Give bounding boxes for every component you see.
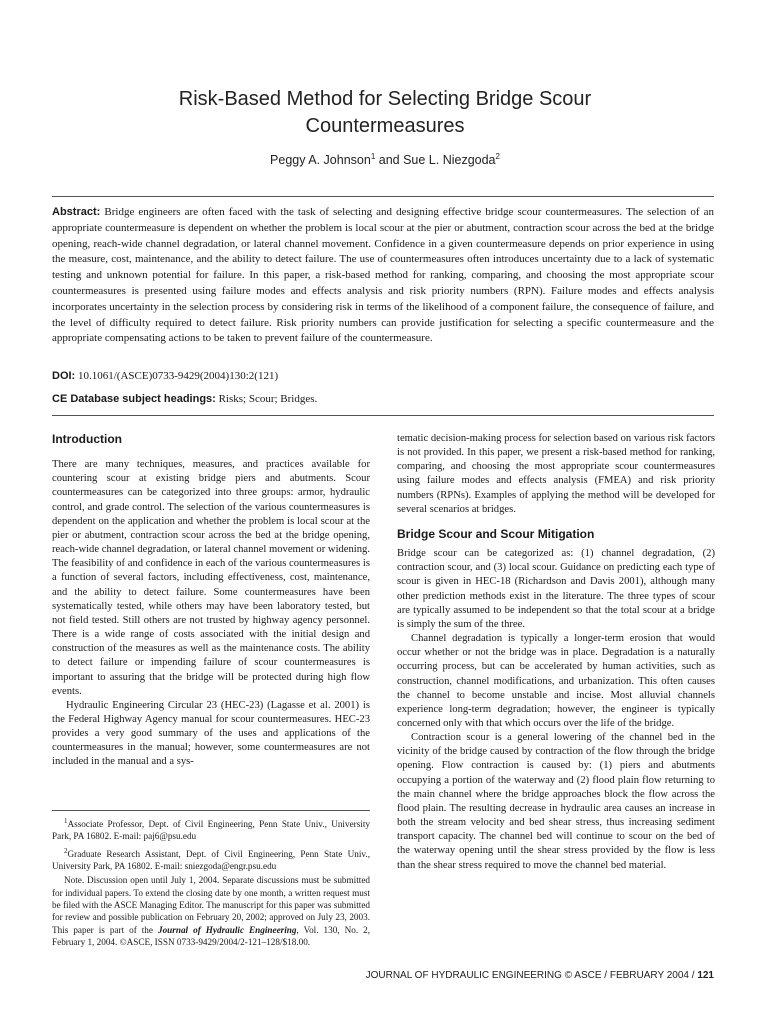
footnote-1 bbox=[52, 815, 370, 843]
author-list bbox=[60, 152, 710, 167]
page-footer bbox=[366, 970, 714, 981]
doi-label: DOI: bbox=[52, 370, 76, 382]
note-text-pre: Note. Discussion open until July 1, 2004. Separate discussions must be submitted for individual papers. To extend the closing date by one month, a written request must be filed with the ASCE Managing Editor. The manuscript for this paper was submitted for review and possible publication on February 20, 2002; approved on July 23, 2003. This paper is part of the bbox=[52, 875, 370, 935]
footnote-1-text: Associate Professor, Dept. of Civil Engineering, Penn State Univ., University Park, PA 16802. E-mail: paj6@psu.edu bbox=[52, 819, 370, 842]
footnote-2 bbox=[52, 845, 370, 873]
bridge-scour-heading: Bridge Scour and Scour Mitigation bbox=[397, 526, 595, 541]
author-1-affiliation-mark: 1 bbox=[370, 152, 376, 161]
header-divider bbox=[52, 196, 714, 197]
scour-paragraph-3: Contraction scour is a general lowering of the channel bed in the vicinity of the bridge caused by contraction of the flow through the bridge opening. Flow contraction is caused by: (1) piers and abutments occupying a portion of the waterway and (2) flood plain flow returning to the main channel where the bridge approaches block the flow across the flood plain. The resulting decrease in hydraulic area causes an increase in both the stream velocity and bed shear stress, thus increasing sediment transport capacity. The channel bed will continue to scour on the bed of the waterway opening until the shear stress provided by the flow is less than the shear stress required to move the channel bed material. bbox=[397, 732, 715, 871]
author-2-affiliation-mark: 2 bbox=[495, 152, 500, 161]
continued-paragraph: tematic decision-making process for selection based on various risk factors is not provided. In this paper, we present a risk-based method for ranking, comparing, and choosing the most appropriate scour countermeasures using failure modes and effects analysis (FMEA) and risk priority numbers (RPNs). Examples of applying the method will be developed for several scenarios at bridges. bbox=[397, 433, 716, 515]
abstract-label: Abstract: bbox=[52, 206, 101, 218]
scour-paragraph-2: Channel degradation is typically a longer-term erosion that would occur whether or not the bridge was in place. Degradation is a naturally occurring process, but can be accelerated by human activities, such as construction, channel modifications, and urbanization. This often causes the channel to become unstable and incise. Most alluvial channels experience long-term degradation; however, the engineer is typically concerned only with that which occurs over the life of the bridge. bbox=[397, 633, 715, 729]
footer-journal: JOURNAL OF HYDRAULIC ENGINEERING © ASCE / FEBRUARY 2004 / bbox=[365, 970, 698, 981]
introduction-heading: Introduction bbox=[52, 432, 122, 446]
doi-line bbox=[52, 370, 714, 382]
note-text-post: , Vol. 130, No. 2, February 1, 2004. ©ASCE, ISSN 0733-9429/2004/2-121–128/$18.00. bbox=[52, 924, 370, 947]
author-1: Peggy A. Johnson bbox=[270, 153, 371, 168]
abstract bbox=[52, 205, 714, 347]
footnotes bbox=[52, 810, 370, 950]
title-line-1: Risk-Based Method for Selecting Bridge Scour bbox=[178, 88, 592, 110]
scour-paragraph-1: Bridge scour can be categorized as: (1) channel degradation, (2) contraction scour, and (3) local scour. Guidance on predicting each type of scour is given in HEC-18 (Richardson and Davis 2001), although many other prediction methods exist in the literature. The three types of scour are typically assumed to be independent so that the total scour at a bridge is simply the sum of the three. bbox=[397, 548, 715, 630]
left-column bbox=[52, 432, 370, 770]
footnote-1-mark: 1 bbox=[64, 817, 68, 825]
author-conjunction: and bbox=[375, 153, 404, 168]
author-2: Sue L. Niezgoda bbox=[403, 153, 496, 168]
footnote-note bbox=[52, 874, 370, 948]
abstract-text: Bridge engineers are often faced with the task of selecting and designing effective bridge scour countermeasures. The selection of an appropriate countermeasure is dependent on whether the problem is local scour at the pier or abutment, contraction scour across the bed at the bridge opening, reach-wide channel degradation, or lateral channel movement. Confidence in a given countermeasure depends on prior experience in using the measure, cost, maintenance, and the ability to detect failure. The use of countermeasures often introduces uncertainty due to a lack of systematic testing and unknown potential for failure. In this paper, a risk-based method for ranking, comparing, and choosing the most appropriate scour countermeasures is presented using failure modes and effects analysis and risk priority numbers (RPN). Failure modes and effects analysis incorporates uncertainty in the selection process by considering risk in terms of the likelihood of a component failure, the consequence of failure, and the level of difficulty required to detect failure. Risk priority numbers can provide justification for selecting a specific countermeasure and the appropriate compensating actions to be taken to prevent failure of the countermeasure. bbox=[52, 206, 714, 345]
title-line-2: Countermeasures bbox=[305, 115, 465, 137]
introduction-paragraph-1: There are many techniques, measures, and practices available for countering scour at existing bridge piers and abutments. Scour countermeasures can be categorized into three groups: armor, hydraulic control, and grade control. The selection of the various countermeasures is dependent on the application and whether the problem is local scour at the pier or abutment, contraction scour across the bed at the bridge opening, reach-wide channel degradation, or lateral channel movement or widening. The feasibility of and confidence in each of the various countermeasures is a function of several factors, including effectiveness, cost, maintenance, and the ability to detect failure. Some countermeasures have been systematically tested, while others may have been laboratory tested, but not field tested. Still others are not trusted by highway agency personnel. There is a wide range of costs associated with the initial design and construction of the measures as well as the maintenance costs. The ability to detect failure or impending failure of scour countermeasures is important to assuring that the bridge will be protected during high flow events. bbox=[52, 459, 370, 697]
page-number: 121 bbox=[697, 970, 714, 981]
paper-title bbox=[60, 86, 710, 140]
right-column bbox=[397, 432, 715, 873]
abstract-divider bbox=[52, 415, 714, 416]
journal-name: Journal of Hydraulic Engineering bbox=[157, 924, 297, 935]
footnote-2-text: Graduate Research Assistant, Dept. of Civil Engineering, Penn State Univ., University Park, PA 16802. E-mail: sniezgoda@engr.psu.edu bbox=[52, 848, 370, 872]
footnote-2-mark: 2 bbox=[64, 846, 68, 855]
introduction-paragraph-2: Hydraulic Engineering Circular 23 (HEC-23) (Lagasse et al. 2001) is the Federal Highway Agency manual for scour countermeasures. HEC-23 provides a very good summary of the uses and applications of the countermeasures in the manual; however, some countermeasures are not included in the manual and a sys- bbox=[52, 699, 370, 768]
subject-headings-value: Risks; Scour; Bridges. bbox=[218, 393, 318, 405]
subject-headings bbox=[52, 393, 714, 405]
doi-value: 10.1061/(ASCE)0733-9429(2004)130:2(121) bbox=[77, 370, 279, 382]
subject-headings-label: CE Database subject headings: bbox=[52, 393, 216, 405]
